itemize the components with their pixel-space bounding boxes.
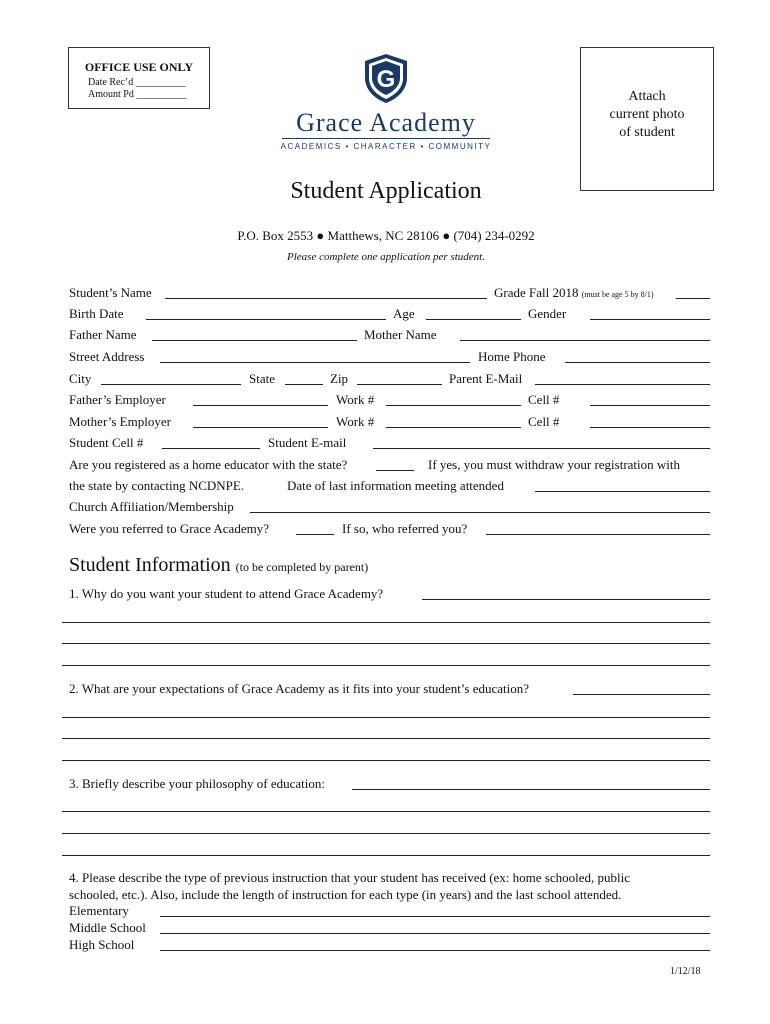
grade-age-note: (must be age 5 by 8/1) [581,290,654,299]
instruction-note: Please complete one application per student. [287,251,485,263]
street-address-label: Street Address [69,349,145,364]
answer-3-line-2[interactable] [62,811,710,812]
church-label: Church Affiliation/Membership [69,499,234,514]
who-referred-label: If so, who referred you? [342,521,468,536]
mothers-employer-label: Mother’s Employer [69,414,171,429]
withdraw-note: If yes, you must withdraw your registration with [428,457,681,472]
elementary-input[interactable] [160,916,710,917]
question-2: 2. What are your expectations of Grace Academy as it fits into your student’s education? [69,681,530,696]
middle-school-label: Middle School [69,920,146,935]
answer-3-line-3[interactable] [62,833,710,834]
home-phone-label: Home Phone [478,349,546,364]
answer-1-line-2[interactable] [62,622,710,623]
answer-3-line-1[interactable] [352,789,710,790]
elementary-label: Elementary [69,903,129,918]
photo-attachment-box [580,47,714,191]
student-cell-input[interactable] [162,448,260,449]
grade-fall-label: Grade Fall 2018 (must be age 5 by 8/1) [494,285,654,300]
mother-cell-label: Cell # [528,414,560,429]
student-email-label: Student E-mail [268,435,347,450]
amount-paid-field: Amount Pd __________ [88,89,187,100]
photo-box-line1: Attach [628,89,666,104]
referred-question: Were you referred to Grace Academy? [69,521,269,536]
answer-1-line-4[interactable] [62,665,710,666]
referred-input[interactable] [296,534,334,535]
photo-box-line3: of student [619,125,675,140]
father-name-input[interactable] [152,340,357,341]
question-4-line-1: 4. Please describe the type of previous instruction that your student has received (ex: home schooled, public [69,870,631,885]
info-meeting-input[interactable] [535,491,710,492]
question-4-line-2: schooled, etc.). Also, include the length of instruction for each type (in years) and the last school attended. [69,887,622,902]
school-name: Grace Academy [296,108,476,137]
father-work-input[interactable] [386,405,521,406]
high-school-input[interactable] [160,950,710,951]
mothers-employer-input[interactable] [193,427,328,428]
revision-date: 1/12/18 [670,966,701,977]
home-phone-input[interactable] [565,362,710,363]
answer-2-line-2[interactable] [62,717,710,718]
fathers-employer-label: Father’s Employer [69,392,166,407]
home-educator-question: Are you registered as a home educator with the state? [69,457,348,472]
home-educator-input[interactable] [376,470,414,471]
student-information-heading: Student Information (to be completed by parent) [69,554,369,576]
date-received-field: Date Rec’d __________ [88,77,186,88]
state-input[interactable] [285,384,323,385]
students-name-label: Student’s Name [69,285,152,300]
photo-box-line2: current photo [609,107,685,122]
grade-input[interactable] [676,298,710,299]
zip-label: Zip [330,371,349,386]
state-label: State [249,371,275,386]
city-label: City [69,371,92,386]
logo-divider [282,138,490,139]
high-school-label: High School [69,937,135,952]
mother-work-label: Work # [336,414,375,429]
zip-input[interactable] [357,384,442,385]
gender-label: Gender [528,306,567,321]
parent-email-input[interactable] [535,384,710,385]
father-name-label: Father Name [69,327,137,342]
student-information-subtitle: (to be completed by parent) [235,560,369,574]
father-cell-input[interactable] [590,405,710,406]
birth-date-label: Birth Date [69,306,124,321]
info-meeting-label: Date of last information meeting attended [287,478,504,493]
mother-name-label: Mother Name [364,327,437,342]
age-label: Age [393,306,415,321]
mother-name-input[interactable] [460,340,710,341]
grace-academy-shield-logo [361,52,411,104]
svg-text:G: G [376,66,396,93]
question-3: 3. Briefly describe your philosophy of education: [69,776,325,791]
who-referred-input[interactable] [486,534,710,535]
address-line: P.O. Box 2553 ● Matthews, NC 28106 ● (704) 234-0292 [237,228,535,243]
answer-1-line-3[interactable] [62,643,710,644]
answer-2-line-3[interactable] [62,738,710,739]
students-name-input[interactable] [165,298,487,299]
father-cell-label: Cell # [528,392,560,407]
office-use-heading: OFFICE USE ONLY [84,60,194,74]
answer-2-line-1[interactable] [573,694,710,695]
fathers-employer-input[interactable] [193,405,328,406]
contact-ncdnpe-note: the state by contacting NCDNPE. [69,478,245,493]
answer-1-line-1[interactable] [422,599,710,600]
mother-cell-input[interactable] [590,427,710,428]
age-input[interactable] [426,319,521,320]
church-input[interactable] [250,512,710,513]
question-1: 1. Why do you want your student to attend Grace Academy? [69,586,384,601]
page-title: Student Application [290,178,482,204]
answer-2-line-4[interactable] [62,760,710,761]
answer-3-line-4[interactable] [62,855,710,856]
middle-school-input[interactable] [160,933,710,934]
student-email-input[interactable] [373,448,710,449]
gender-input[interactable] [590,319,710,320]
street-address-input[interactable] [160,362,470,363]
student-cell-label: Student Cell # [69,435,144,450]
father-work-label: Work # [336,392,375,407]
mother-work-input[interactable] [386,427,521,428]
parent-email-label: Parent E-Mail [449,371,523,386]
office-use-box [68,47,210,109]
birth-date-input[interactable] [146,319,386,320]
school-tagline: ACADEMICS • CHARACTER • COMMUNITY [280,142,492,151]
city-input[interactable] [101,384,241,385]
